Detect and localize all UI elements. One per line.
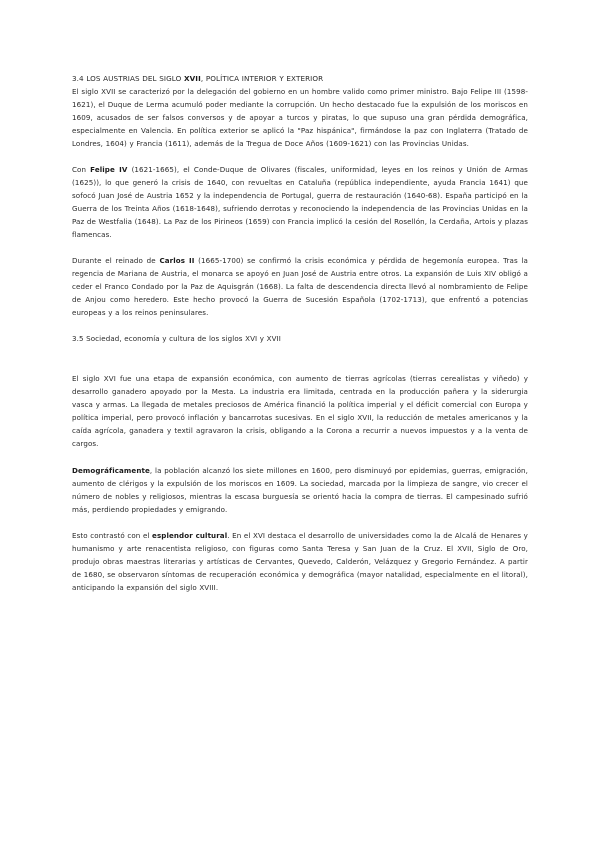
paragraph-carlos-ii-bold: Carlos II [159, 256, 195, 265]
paragraph-cultura [72, 529, 528, 594]
paragraph-demografia-bold: Demográficamente [72, 466, 150, 475]
paragraph-felipe-iv [72, 163, 528, 241]
paragraph-felipe-iv-prefix: Con [72, 165, 91, 174]
paragraph-felipe-iv-text: (1621-1665), el Conde-Duque de Olivares (fiscales, uniformidad, leyes en los reinos y Unión de Armas (1625)), lo que generó la crisis de 1640, con revueltas en Cataluña (república independiente, ayuda Francia 1641) que sofocó Juan José de Austria 1652 y la independencia de Portugal, guerra de restauración (1640-68). España participó en la Guerra de los Treinta Años (1618-1648), sufriendo derrotas y reconociendo la independencia de las Provincias Unidas en la Paz de Westfalia (1648). La Paz de los Pirineos (1659) con Francia implicó la cesión del Rosellón, la Cerdaña, Artois y plazas flamencas. [72, 165, 528, 239]
subsection-heading: 3.5 Sociedad, economía y cultura de los siglos XVI y XVII [72, 334, 281, 343]
document-body [72, 72, 528, 594]
paragraph-cultura-text: . En el XVI destaca el desarrollo de universidades como la de Alcalá de Henares y humanismo y arte renacentista religioso, con figuras como Santa Teresa y San Juan de la Cruz. El XVII, Siglo de Oro, produjo obras maestras literarias y artísticas de Cervantes, Quevedo, Calderón, Velázquez y Gregorio Fernández. A partir de 1680, se observaron síntomas de recuperación económica y demográfica (mayor natalidad, especialmente en el litoral), anticipando la expansión del siglo XVIII. [72, 531, 528, 592]
paragraph-cultura-bold: esplendor cultural [152, 531, 228, 540]
section-heading-prefix: 3.4 LOS AUSTRIAS DEL SIGLO [72, 74, 184, 83]
paragraph-felipe-iv-bold: Felipe IV [90, 165, 128, 174]
section-heading-suffix: , POLÍTICA INTERIOR Y EXTERIOR [200, 74, 324, 83]
section-heading [72, 72, 528, 85]
paragraph-demografia [72, 464, 528, 516]
paragraph-felipe-iii: El siglo XVII se caracterizó por la delegación del gobierno en un hombre valido como primer ministro. Bajo Felipe III (1598-1621), el Duque de Lerma acumuló poder mediante la corrupción. Un hecho destacado fue la expulsión de los moriscos en 1609, acusados de ser falsos conversos y de apoyar a turcos y piratas, lo que supuso una gran pérdida demográfica, especialmente en Valencia. En política exterior se aplicó la "Paz hispánica", firmándose la paz con Inglaterra (Tratado de Londres, 1604) y Francia (1611), además de la Tregua de Doce Años (1609-1621) con las Provincias Unidas. [72, 87, 528, 148]
paragraph-demografia-text: , la población alcanzó los siete millones en 1600, pero disminuyó por epidemias, guerras, emigración, aumento de clérigos y la expulsión de los moriscos en 1609. La sociedad, marcada por la limpieza de sangre, vio crecer el número de nobles y religiosos, mientras la escasa burguesía se orientó hacia la compra de tierras. El campesinado sufrió más, perdiendo propiedades y emigrando. [72, 466, 528, 514]
paragraph-carlos-ii [72, 254, 528, 319]
paragraph-carlos-ii-text: (1665-1700) se confirmó la crisis económica y pérdida de hegemonía europea. Tras la regencia de Mariana de Austria, el monarca se apoyó en Juan José de Austria entre otros. La expansión de Luis XIV obligó a ceder el Franco Condado por la Paz de Aquisgrán (1668). La falta de descendencia directa llevó al nombramiento de Felipe de Anjou como heredero. Este hecho provocó la Guerra de Sucesión Española (1702-1713), que enfrentó a potencias europeas y a los reinos peninsulares. [72, 256, 528, 317]
paragraph-economia: El siglo XVI fue una etapa de expansión económica, con aumento de tierras agrícolas (tierras cerealistas y viñedo) y desarrollo ganadero apoyado por la Mesta. La industria era limitada, centrada en la producción pañera y la siderurgia vasca y armas. La llegada de metales preciosos de América financió la política imperial y el déficit comercial con Europa y política imperial, pero provocó inflación y bancarrotas sucesivas. En el siglo XVII, la reducción de metales americanos y la caída agrícola, ganadera y textil agravaron la crisis, obligando a la Corona a recurrir a nuevos impuestos y a la venta de cargos. [72, 374, 528, 448]
paragraph-carlos-ii-prefix: Durante el reinado de [72, 256, 160, 265]
paragraph-cultura-prefix: Esto contrastó con el [72, 531, 153, 540]
section-heading-bold: XVII [183, 74, 201, 83]
